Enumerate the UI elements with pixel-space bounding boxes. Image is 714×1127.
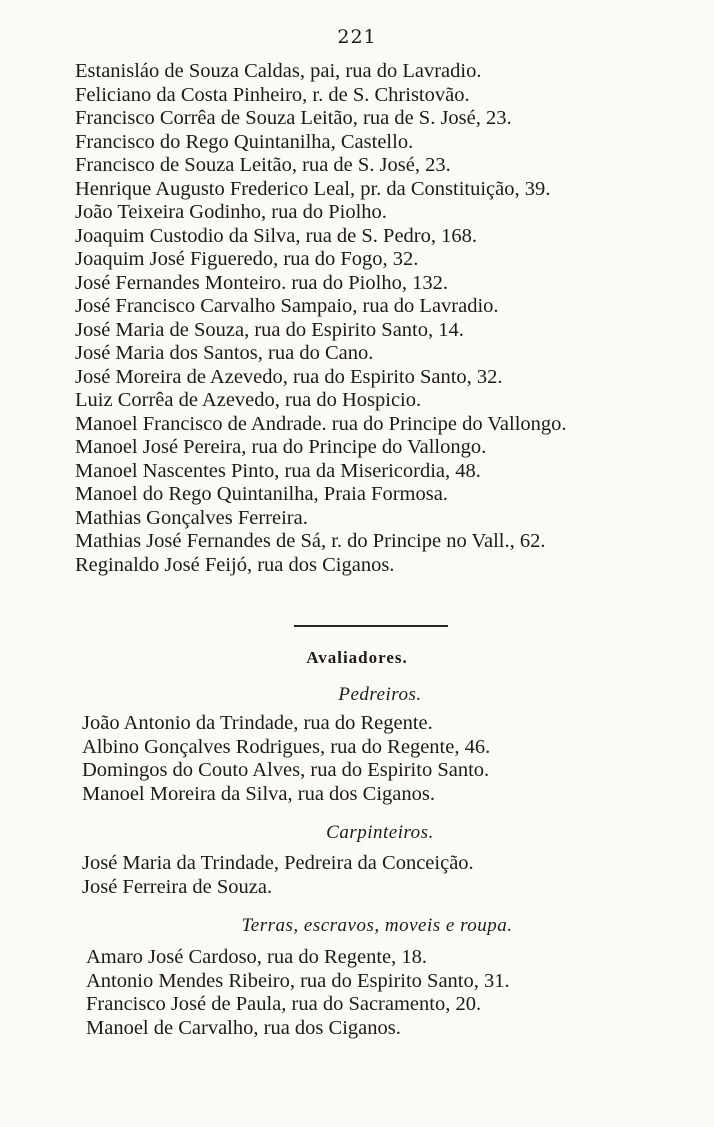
list-item: José Maria dos Santos, rua do Cano.: [75, 342, 374, 364]
list-item: Manoel do Rego Quintanilha, Praia Formosa.: [75, 483, 448, 505]
section-title: Avaliadores.: [306, 648, 408, 667]
list-item: Manoel de Carvalho, rua dos Ciganos.: [86, 1016, 401, 1039]
carpinteiros-heading: Carpinteiros.: [326, 822, 434, 843]
list-item: Antonio Mendes Ribeiro, rua do Espirito Santo, 31.: [86, 969, 510, 992]
list-item: Reginaldo José Feijó, rua dos Ciganos.: [75, 553, 395, 576]
section-divider: [294, 625, 448, 627]
pedreiros-heading: Pedreiros.: [338, 684, 422, 705]
page-number: 221: [337, 26, 377, 48]
list-item: Mathias Gonçalves Ferreira.: [75, 506, 308, 529]
list-item: Amaro José Cardoso, rua do Regente, 18.: [86, 946, 428, 968]
list-item: Domingos do Couto Alves, rua do Espirito Santo.: [82, 759, 490, 781]
pedreiros-list: [82, 712, 682, 806]
terras-heading: Terras, escravos, moveis e roupa.: [241, 915, 513, 936]
list-item: José Ferreira de Souza.: [82, 875, 273, 898]
list-item: José Fernandes Monteiro. rua do Piolho, 132.: [75, 271, 448, 294]
list-item: Albino Gonçalves Rodrigues, rua do Regente, 46.: [82, 735, 491, 758]
list-item: João Antonio da Trindade, rua do Regente.: [82, 712, 433, 734]
carpinteiros-list: [82, 852, 682, 899]
list-item: Joaquim José Figueredo, rua do Fogo, 32.: [75, 248, 419, 270]
list-item: Estanisláo de Souza Caldas, pai, rua do Lavradio.: [75, 60, 482, 82]
list-item: Henrique Augusto Frederico Leal, pr. da Constituição, 39.: [75, 177, 551, 200]
list-item: José Francisco Carvalho Sampaio, rua do Lavradio.: [75, 295, 499, 317]
list-item: Luiz Corrêa de Azevedo, rua do Hospicio.: [75, 389, 422, 411]
list-item: José Maria de Souza, rua do Espirito Santo, 14.: [75, 318, 464, 341]
list-item: Mathias José Fernandes de Sá, r. do Principe no Vall., 62.: [75, 530, 546, 552]
list-item: Joaquim Custodio da Silva, rua de S. Pedro, 168.: [75, 224, 478, 247]
list-item: Manoel Francisco de Andrade. rua do Principe do Vallongo.: [75, 412, 567, 435]
list-item: Manoel Moreira da Silva, rua dos Ciganos.: [82, 782, 435, 805]
list-item: Francisco do Rego Quintanilha, Castello.: [75, 130, 414, 153]
list-item: Feliciano da Costa Pinheiro, r. de S. Christovão.: [75, 83, 470, 106]
list-item: Manoel José Pereira, rua do Principe do Vallongo.: [75, 436, 487, 458]
list-item: Francisco Corrêa de Souza Leitão, rua de S. José, 23.: [75, 107, 512, 129]
list-item: Manoel Nascentes Pinto, rua da Misericordia, 48.: [75, 459, 481, 482]
resident-list: [75, 60, 675, 577]
terras-list: [86, 946, 686, 1040]
list-item: João Teixeira Godinho, rua do Piolho.: [75, 201, 387, 223]
list-item: José Moreira de Azevedo, rua do Espirito Santo, 32.: [75, 365, 503, 388]
list-item: José Maria da Trindade, Pedreira da Conceição.: [82, 852, 474, 874]
list-item: Francisco de Souza Leitão, rua de S. José, 23.: [75, 154, 451, 176]
list-item: Francisco José de Paula, rua do Sacramento, 20.: [86, 993, 482, 1015]
